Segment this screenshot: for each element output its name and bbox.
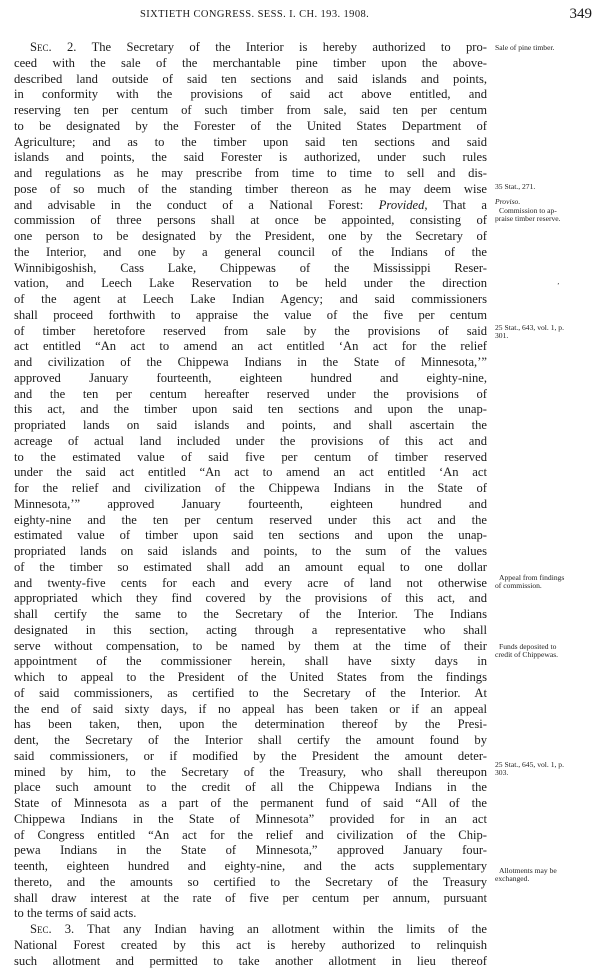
text-line: and twenty-five cents for each and every acre of land not otherwise xyxy=(14,576,487,592)
text-line: mined by him, to the Secretary of the Treasury, who shall thereupon xyxy=(14,765,487,781)
text-line: National Forest created by this act is hereby authorized to relinquish xyxy=(14,938,487,954)
text-line: described land outside of said ten sections and said islands and points, xyxy=(14,72,487,88)
note-25-stat-645: 25 Stat., 645, vol. 1, p. 303. xyxy=(495,761,598,778)
text-line: teenth, eighteen hundred and eighty-nine, and the acts supplementary xyxy=(14,859,487,875)
text-line: dent, the Secretary of the Interior shall certify the amount found by xyxy=(14,733,487,749)
text-line: has been taken, then, upon the determination thereof by the Presi- xyxy=(14,717,487,733)
text-line: ceed with the sale of the merchantable pine timber upon the above- xyxy=(14,56,487,72)
text-line: designated in this section, acting through a representative who shall xyxy=(14,623,487,639)
text-line: of Congress entitled “An act for the relief and civilization of the Chip- xyxy=(14,828,487,844)
text-line: estimated value of timber upon said ten sections and upon the unap- xyxy=(14,528,487,544)
note-funds-deposited: Funds deposited to credit of Chippewas. xyxy=(495,643,598,660)
text-line: to the estimated value of said five per centum of timber reserved xyxy=(14,450,487,466)
text-line: and regulations as he may prescribe from time to time to sell and dis- xyxy=(14,166,487,182)
section-3-label: Sec. 3. xyxy=(30,922,74,936)
text-line: Sec. 2. The Secretary of the Interior is hereby authorized to pro- xyxy=(14,40,487,56)
text-line: thereto, and the amounts so certified to the Secretary of the Treasury xyxy=(14,875,487,891)
text-line: which to appeal to the President of the United States from the findings xyxy=(14,670,487,686)
text-line: shall proceed forthwith to appraise the value of the five per centum xyxy=(14,308,487,324)
text-line: Winnibigoshish, Cass Lake, Chippewas of the Mississippi Reser- xyxy=(14,261,487,277)
text-line: of the agent at Leech Lake Indian Agency; and said commissioners xyxy=(14,292,487,308)
text-line: for the relief and civilization of the Chippewa Indians in the State of xyxy=(14,481,487,497)
text-line: the Interior, and one by a general council of the Indians of the xyxy=(14,245,487,261)
text-line: in conformity with the provisions of said act above entitled, and xyxy=(14,87,487,103)
note-allotments-exchanged: Allotments may be exchanged. xyxy=(495,867,598,884)
note-commission: Commission to ap- praise timber reserve. xyxy=(495,207,598,224)
text-line: eighty-nine and the ten per centum reserved under this act and the xyxy=(14,513,487,529)
text-line: of the timber so estimated shall add an amount equal to one dollar xyxy=(14,560,487,576)
note-appeal-from-findings: Appeal from findings of commission. xyxy=(495,574,598,591)
text-line: to the terms of said acts. xyxy=(14,906,487,922)
note-mark: ’ xyxy=(557,282,600,290)
text-line: Sec. 3. That any Indian having an allotment within the limits of the xyxy=(14,922,487,938)
text-line: and the ten per centum hereafter reserved under the provisions of xyxy=(14,387,487,403)
text-line: islands and points, the said Forester is authorized, under such rules xyxy=(14,150,487,166)
text-line: approved January fourteenth, eighteen hundred and eighty-nine, xyxy=(14,371,487,387)
text-line: reserving ten per centum of such timber from sale, said ten per centum xyxy=(14,103,487,119)
text-line: propriated lands on said islands and points, and shall ascertain the xyxy=(14,418,487,434)
text-line: commission of three persons shall at once be appointed, consisting of xyxy=(14,213,487,229)
text-line: pewa Indians in the State of Minnesota,” approved January four- xyxy=(14,843,487,859)
section-2-label: Sec. 2. xyxy=(30,40,76,54)
text-line: propriated lands on said islands and points, to the sum of the values xyxy=(14,544,487,560)
text-line: and civilization of the Chippewa Indians in the State of Minnesota,’” xyxy=(14,355,487,371)
text-line: serve without compensation, to be named by them at the time of their xyxy=(14,639,487,655)
text-line: shall certify the same to the Secretary of the Interior. The Indians xyxy=(14,607,487,623)
text-line: Chippewa Indians in the State of Minnesota” provided for in an act xyxy=(14,812,487,828)
text-line: this act, and the timber upon said ten sections and upon the unap- xyxy=(14,402,487,418)
statute-text xyxy=(14,40,487,969)
text-line: appropriated which they find covered by the provisions of this act, and xyxy=(14,591,487,607)
text-line: pose of so much of the standing timber thereon as he may deem wise xyxy=(14,182,487,198)
running-head: SIXTIETH CONGRESS. SESS. I. CH. 193. 1908. xyxy=(140,9,369,20)
text-line: acreage of actual land included under the provisions of this act and xyxy=(14,434,487,450)
text-line: and advisable in the conduct of a National Forest: Provided, That a xyxy=(14,198,487,214)
text-line: act entitled “An act to amend an act entitled ‘An act for the relief xyxy=(14,339,487,355)
note-sale-of-pine-timber: Sale of pine timber. xyxy=(495,44,598,52)
text-line: the end of said sixty days, if no appeal has been taken or if an appeal xyxy=(14,702,487,718)
text-line: of said commissioners, as certified to the Secretary of the Interior. At xyxy=(14,686,487,702)
note-25-stat-643: 25 Stat., 643, vol. 1, p. 301. xyxy=(495,324,598,341)
text-line: said commissioners, or if modified by the President the amount deter- xyxy=(14,749,487,765)
text-line: vation, and Leech Lake Reservation to be held under the direction xyxy=(14,276,487,292)
text-line: State of Minnesota as a part of the permanent fund of said “All of the xyxy=(14,796,487,812)
text-line: under the said act entitled “An act to amend an act entitled ‘An act xyxy=(14,465,487,481)
text-line: shall draw interest at the rate of five per centum per annum, pursuant xyxy=(14,891,487,907)
text-line: place such amount to the credit of all the Chippewa Indians in the xyxy=(14,780,487,796)
text-line: one person to be designated by the President, one by the Secretary of xyxy=(14,229,487,245)
note-proviso: Proviso. xyxy=(495,198,598,206)
page-number: 349 xyxy=(570,6,593,23)
text-line: of timber heretofore reserved from sale by the provisions of said xyxy=(14,324,487,340)
text-line: Agriculture; and as to the timber upon said ten sections and said xyxy=(14,135,487,151)
text-line: Minnesota,’” approved January fourteenth, eighteen hundred and xyxy=(14,497,487,513)
note-35-stat-271: 35 Stat., 271. xyxy=(495,183,598,191)
margin-notes xyxy=(495,0,598,920)
text-line: appointment of the commissioner herein, shall have sixty days in xyxy=(14,654,487,670)
text-line: such allotment and permitted to take another allotment in lieu thereof xyxy=(14,954,487,969)
proviso-word: Provided xyxy=(379,198,425,212)
text-line: to be designated by the Forester of the United States Department of xyxy=(14,119,487,135)
